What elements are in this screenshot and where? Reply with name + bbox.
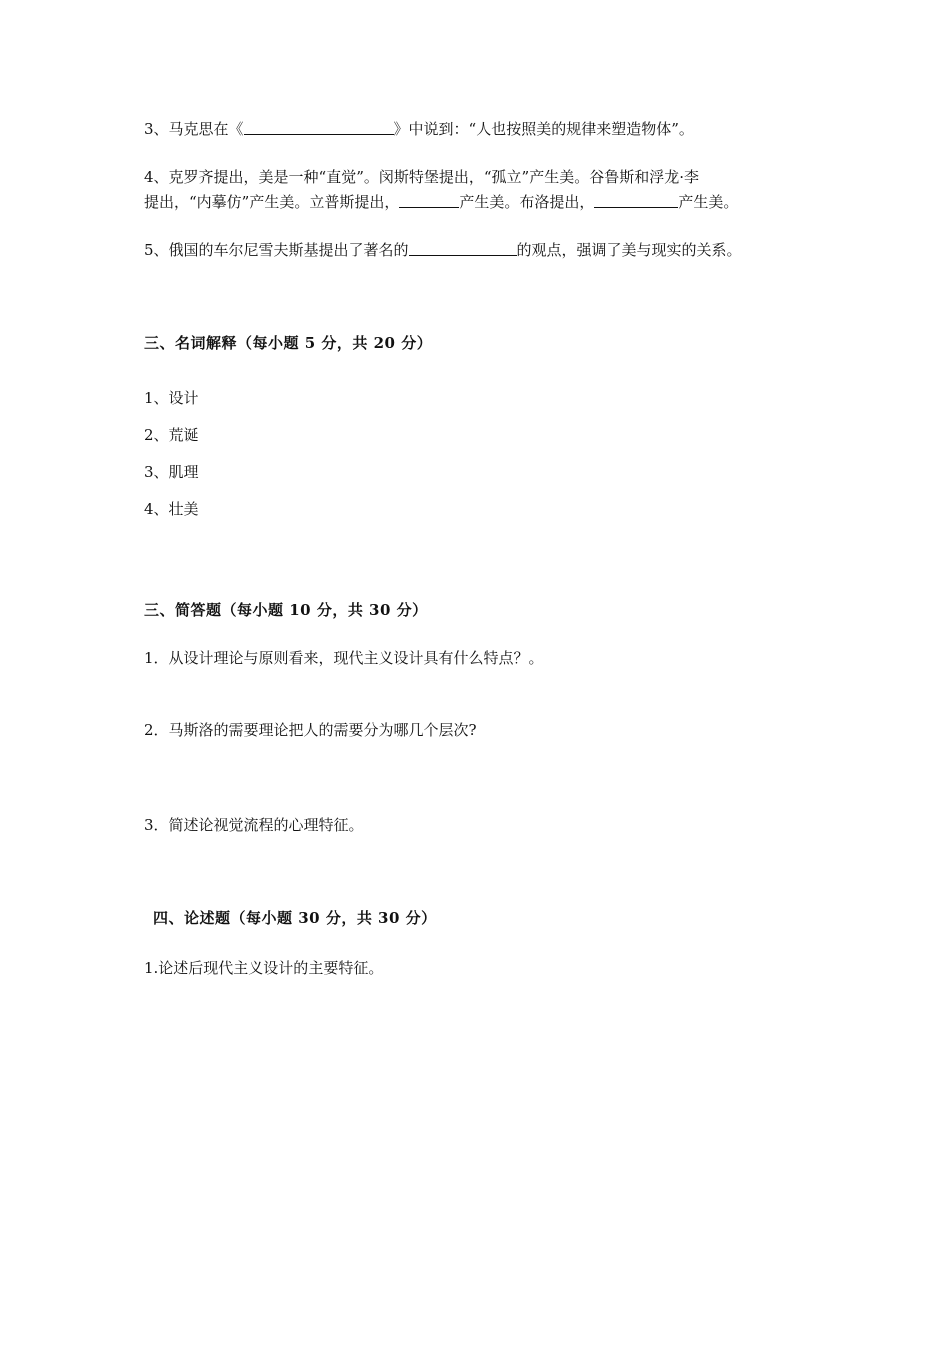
essay-item: 1.论述后现代主义设计的主要特征。	[144, 959, 384, 977]
q4-text-a: 提出，“内摹仿”产生美。立普斯提出，	[144, 193, 400, 211]
fill-blank-q3	[144, 119, 694, 139]
q3-blank	[244, 120, 394, 135]
short-answer-item: 3．简述论视觉流程的心理特征。	[144, 816, 364, 834]
q3-text-before: 3、马克思在《	[144, 120, 244, 138]
fill-blank-q5	[144, 240, 742, 260]
short-answer-item: 1．从设计理论与原则看来，现代主义设计具有什么特点？。	[144, 649, 544, 667]
q4-text-c: 产生美。	[678, 193, 739, 211]
fill-blank-q4-line2	[144, 192, 738, 212]
short-answer-item: 2．马斯洛的需要理论把人的需要分为哪几个层次?	[144, 721, 477, 739]
q4-text-b: 产生美。布洛提出，	[459, 193, 595, 211]
q5-blank	[409, 241, 517, 256]
fill-blank-q4-line1	[144, 167, 699, 187]
section-terms-heading: 三、名词解释（每小题 5 分，共 20 分）	[144, 334, 433, 352]
term-item: 3、肌理	[144, 463, 199, 481]
section-short-heading: 三、简答题（每小题 10 分，共 30 分）	[144, 601, 428, 619]
q5-text-after: 的观点，强调了美与现实的关系。	[516, 241, 742, 259]
q5-text-before: 5、俄国的车尔尼雪夫斯基提出了著名的	[144, 241, 409, 259]
q4-blank-2	[594, 193, 678, 208]
term-item: 2、荒诞	[144, 426, 199, 444]
q4-text-line1: 4、克罗齐提出，美是一种“直觉”。闵斯特堡提出，“孤立”产生美。谷鲁斯和浮龙·李	[144, 168, 699, 186]
term-item: 4、壮美	[144, 500, 199, 518]
term-item: 1、设计	[144, 389, 199, 407]
q4-blank-1	[399, 193, 459, 208]
q3-text-after: 》中说到：“人也按照美的规律来塑造物体”。	[393, 120, 694, 138]
section-essay-heading: 四、论述题（每小题 30 分，共 30 分）	[153, 909, 437, 927]
